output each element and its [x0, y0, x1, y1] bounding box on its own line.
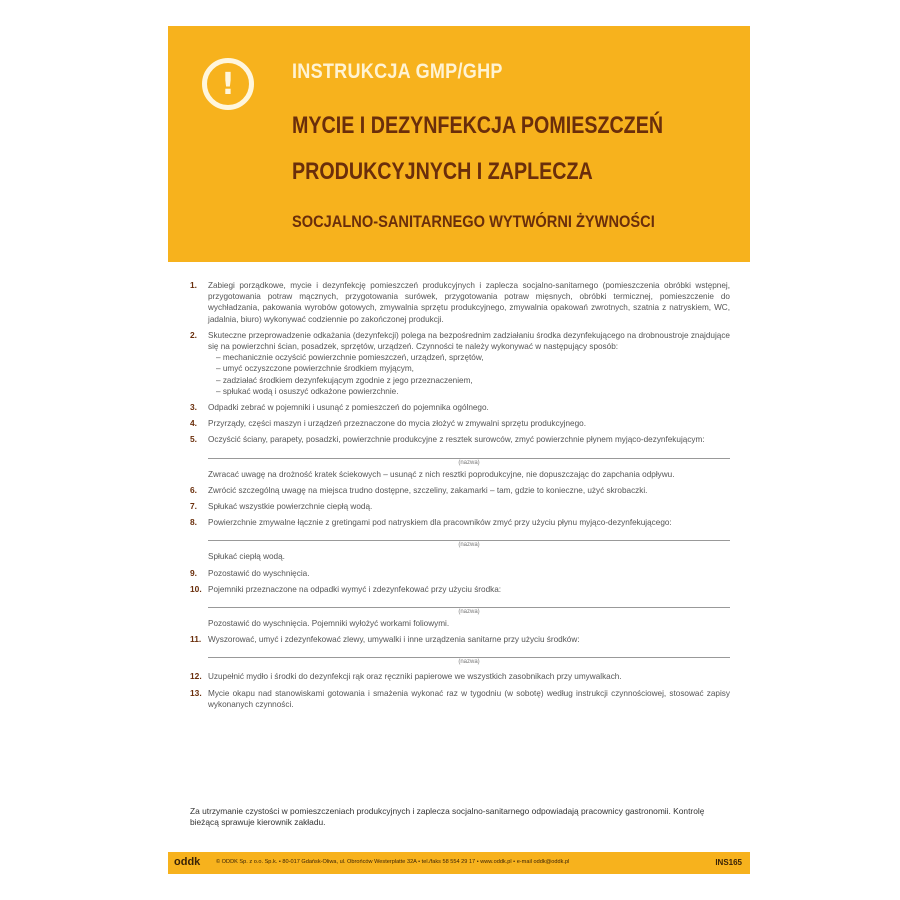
item-text: Skuteczne przeprowadzenie odkażania (dezynfekcji) polega na bezpośrednim zadziałaniu środka dezynfekującego na drobnoustroje znajdujące się na powierzchni ścian, posadzek, sprzętów, urządzeń. Czynności te należy wykonywać w następujący sposób: [208, 330, 730, 352]
item-number: 5. [190, 434, 197, 445]
item-number: 13. [190, 687, 202, 698]
item-note: Pozostawić do wyschnięcia. Pojemniki wyłożyć workami foliowymi. [208, 619, 450, 629]
fill-in-caption: (nazwa) [458, 659, 480, 666]
list-item [190, 671, 730, 682]
item-subpoint: – umyć oczyszczone powierzchnie środkiem myjącym, [216, 364, 414, 374]
fill-in-line[interactable] [208, 597, 730, 608]
title-subtitle: SOCJALNO-SANITARNEGO WYTWÓRNI ŻYWNOŚCI [292, 212, 655, 231]
footer-bar [168, 852, 750, 874]
item-text: Uzupełnić mydło i środki do dezynfekcji rąk oraz ręczniki papierowe we wszystkich zasobnikach przy umywalkach. [208, 672, 622, 682]
item-text: Pojemniki przeznaczone na odpadki wymyć i zdezynfekować przy użyciu środka: [208, 584, 502, 594]
item-subpoint: – spłukać wodą i osuszyć odkażone powierzchnie. [216, 386, 399, 396]
title-line-2: PRODUKCYJNYCH I ZAPLECZA [292, 158, 593, 185]
list-item [190, 418, 730, 429]
item-text: Zabiegi porządkowe, mycie i dezynfekcję pomieszczeń produkcyjnych i zaplecza socjalno-sanitarnego (pomieszczenia obróbki wstępnej, przygotowania potraw mącznych, przygotowania surówek, przygotowania potraw mięsnych, obróbki termicznej, pomieszczenie do wychładzania, pakowania wyrobów gotowych, zmywalnia sprzętu produkcyjnego, zmywalnia opakowań zwrotnych, szatnia z natryskiem, WC, jadalnia, biuro) wykonywać codziennie po zakończonej produkcji. [208, 281, 730, 324]
responsibility-note: Za utrzymanie czystości w pomieszczeniach produkcyjnych i zaplecza socjalno-sanitarnego odpowiadają pracownicy gastronomii. Kontrolę bieżącą sprawuje kierownik zakładu. [190, 806, 705, 827]
instruction-list [190, 280, 730, 715]
list-item [190, 688, 730, 710]
item-subpoint: – mechanicznie oczyścić powierzchnie pomieszczeń, urządzeń, sprzętów, [216, 353, 484, 363]
title-line-1: MYCIE I DEZYNFEKCJA POMIESZCZEŃ [292, 112, 664, 139]
document-code: INS165 [715, 858, 742, 867]
item-text: Odpadki zebrać w pojemniki i usunąć z pomieszczeń do pojemnika ogólnego. [208, 403, 489, 413]
list-item [190, 330, 730, 397]
item-text: Mycie okapu nad stanowiskami gotowania i smażenia wykonać raz w tygodniu (w sobotę) według instrukcji czynnościowej, stosować zapisy wykonanych czynności. [208, 688, 730, 709]
item-text: Powierzchnie zmywalne łącznie z gretingami pod natryskiem dla pracowników zmyć przy użyciu płynu myjąco-dezynfekującego: [208, 518, 672, 528]
item-number: 12. [190, 671, 202, 682]
item-note: Zwracać uwagę na drożność kratek ściekowych – usunąć z nich resztki poprodukcyjne, nie dopuszczając do zapchania odpływu. [208, 469, 675, 479]
list-item [190, 434, 730, 479]
list-item [190, 280, 730, 325]
instruction-sheet [168, 26, 750, 874]
list-item [190, 634, 730, 666]
list-item [190, 402, 730, 413]
item-number: 7. [190, 501, 197, 512]
publisher-contact: © ODDK Sp. z o.o. Sp.k. • 80-017 Gdańsk-Oliwa, ul. Obrońców Westerplatte 32A • tel./faks 58 554 29 17 • www.oddk.pl • e-mail oddk@oddk.pl [216, 859, 570, 865]
item-number: 2. [190, 329, 197, 340]
fill-in-line[interactable] [208, 448, 730, 459]
list-item [190, 584, 730, 629]
item-note: Spłukać ciepłą wodą. [208, 552, 285, 562]
item-number: 11. [190, 634, 202, 645]
item-text: Zwrócić szczególną uwagę na miejsca trudno dostępne, szczeliny, zakamarki – tam, gdzie to konieczne, użyć skrobaczki. [208, 485, 648, 495]
item-subpoint: – zadziałać środkiem dezynfekującym zgodnie z jego przeznaczeniem, [216, 375, 473, 385]
header-banner [168, 26, 750, 262]
list-item [190, 517, 730, 562]
item-number: 10. [190, 583, 202, 594]
fill-in-caption: (nazwa) [458, 459, 480, 466]
publisher-logo: oddk [174, 856, 201, 868]
list-item [190, 568, 730, 579]
list-item [190, 501, 730, 512]
fill-in-caption: (nazwa) [458, 542, 480, 549]
fill-in-line[interactable] [208, 647, 730, 658]
item-text: Oczyścić ściany, parapety, posadzki, powierzchnie produkcyjne z resztek surowców, zmyć powierzchnie płynem myjąco-dezynfekującym: [208, 435, 705, 445]
document-kicker: INSTRUKCJA GMP/GHP [292, 60, 503, 83]
list-item [190, 485, 730, 496]
item-text: Pozostawić do wyschnięcia. [208, 568, 310, 578]
item-number: 8. [190, 517, 197, 528]
fill-in-caption: (nazwa) [458, 609, 480, 616]
item-number: 1. [190, 280, 197, 290]
item-number: 4. [190, 418, 197, 429]
item-number: 6. [190, 484, 197, 495]
item-number: 3. [190, 402, 197, 413]
fill-in-line[interactable] [208, 530, 730, 541]
item-text: Przyrządy, części maszyn i urządzeń przeznaczone do mycia złożyć w zmywalni sprzętu produkcyjnego. [208, 419, 586, 429]
item-text: Wyszorować, umyć i zdezynfekować zlewy, umywalki i inne urządzenia sanitarne przy użyciu środków: [208, 635, 580, 645]
item-number: 9. [190, 567, 197, 578]
item-text: Spłukać wszystkie powierzchnie ciepłą wodą. [208, 502, 373, 512]
exclamation-circle-icon: ! [202, 58, 254, 110]
